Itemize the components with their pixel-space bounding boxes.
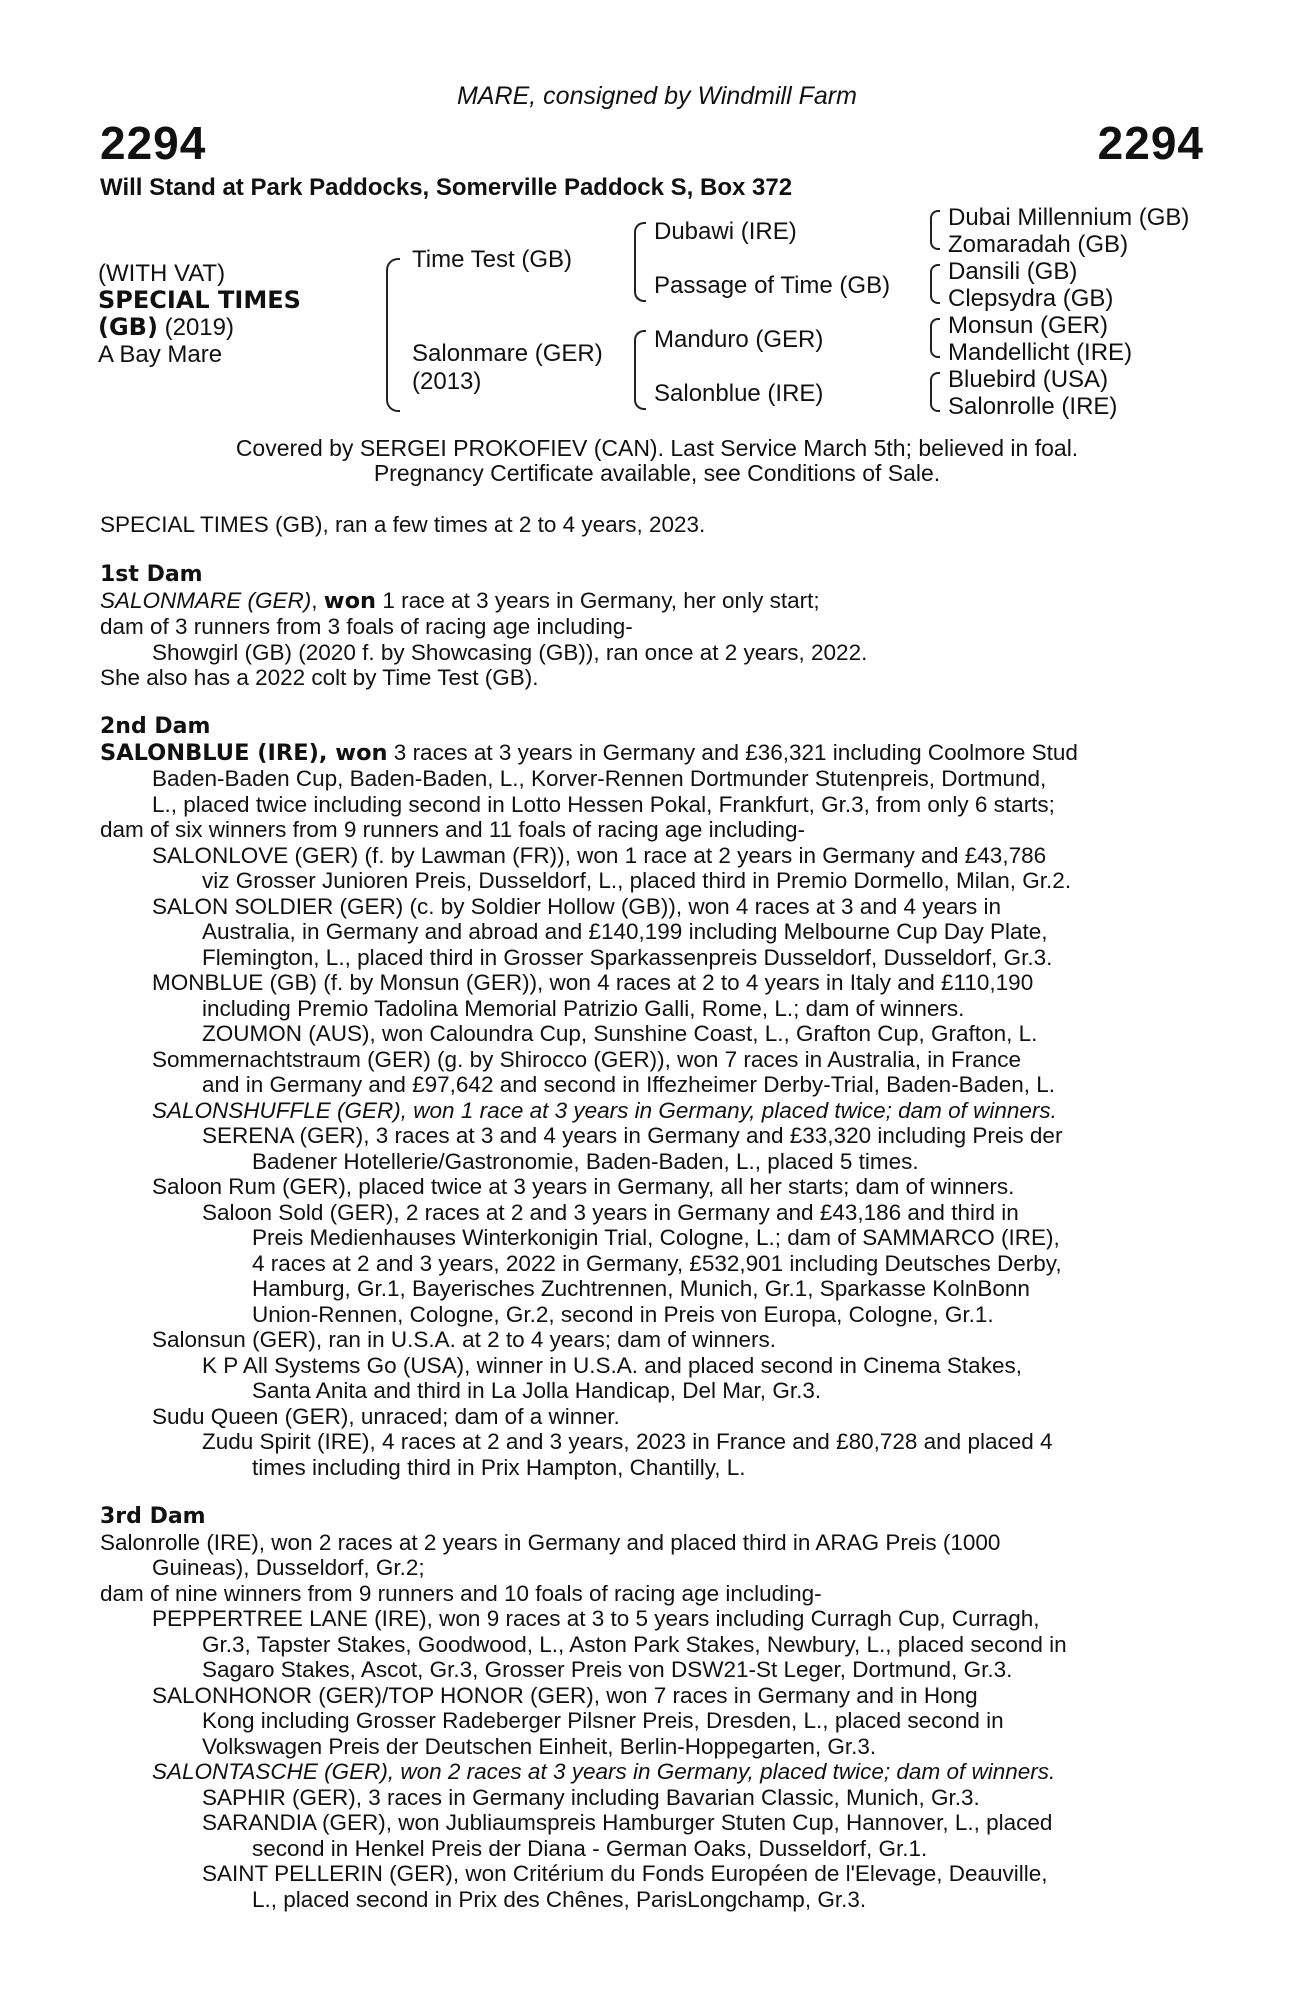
second-dam-section [100, 714, 1205, 1480]
second-dam-name: SALONBLUE (IRE), won [100, 739, 388, 766]
third-dam-line-5: Gr.3, Tapster Stakes, Goodwood, L., Aston Park Stakes, Newbury, L., placed second in [202, 1631, 1067, 1657]
second-dam-line-15: SERENA (GER), 3 races at 3 and 4 years in Germany and £33,320 including Preis der [202, 1123, 1063, 1148]
first-dam-won: won [323, 587, 377, 614]
second-dam-line-10: including Premio Tadolina Memorial Patrizio Galli, Rome, L.; dam of winners. [202, 995, 965, 1021]
first-dam-line-d: She also has a 2022 colt by Time Test (GB). [100, 665, 539, 690]
pedigree-brace-gen1 [386, 258, 400, 412]
pedigree-gen2-3: Manduro (GER) [654, 326, 824, 353]
second-dam-line-9: MONBLUE (GB) (f. by Monsun (GER)), won 4 races at 2 to 4 years in Italy and £110,190 [152, 970, 1034, 995]
first-dam-record: 1 race at 3 years in Germany, her only start; [376, 587, 820, 613]
second-dam-line-11: ZOUMON (AUS), won Caloundra Cup, Sunshine Coast, L., Grafton Cup, Grafton, L. [202, 1021, 1038, 1046]
pedigree-brace-sire [634, 222, 646, 302]
vat-label: (WITH VAT) [98, 260, 226, 287]
second-dam-line-14: SALONSHUFFLE (GER), won 1 race at 3 years in Germany, placed twice; dam of winners. [152, 1097, 1057, 1123]
second-dam-line-19: Preis Medienhauses Winterkonigin Trial, Cologne, L.; dam of SAMMARCO (IRE), [252, 1225, 1060, 1250]
second-dam-line-2: Baden-Baden Cup, Baden-Baden, L., Korver-Rennen Dortmunder Stutenpreis, Dortmund, [152, 766, 1047, 791]
pedigree-gen3-5: Monsun (GER) [948, 312, 1109, 339]
second-dam-line-8: Flemington, L., placed third in Grosser Sparkassenpreis Dusseldorf, Dusseldorf, Gr.3. [202, 944, 1053, 970]
pedigree-brace-g3-2 [930, 264, 940, 304]
second-dam-heading: 2nd Dam [100, 714, 211, 739]
covered-line-1: Covered by SERGEI PROKOFIEV (CAN). Last Service March 5th; believed in foal. [235, 435, 1079, 461]
third-dam-line-11: SAPHIR (GER), 3 races in Germany including Bavarian Classic, Munich, Gr.3. [202, 1784, 980, 1810]
pedigree-dam-year: (2013) [412, 368, 482, 395]
third-dam-line-10: SALONTASCHE (GER), won 2 races at 3 years in Germany, placed twice; dam of winners. [152, 1759, 1056, 1784]
second-dam-line-16: Badener Hotellerie/Gastronomie, Baden-Baden, L., placed 5 times. [252, 1148, 919, 1174]
pedigree-dam: Salonmare (GER) [412, 340, 603, 367]
second-dam-line-27: Zudu Spirit (IRE), 4 races at 2 and 3 years, 2023 in France and £80,728 and placed 4 [202, 1429, 1053, 1454]
first-dam-name: SALONMARE (GER) [100, 587, 312, 613]
pedigree-gen2-2: Passage of Time (GB) [654, 272, 891, 299]
covered-line-2: Pregnancy Certificate available, see Conditions of Sale. [373, 460, 941, 486]
horse-name: SPECIAL TIMES [98, 286, 301, 314]
first-dam-section [100, 562, 1205, 691]
horse-origin-year [98, 314, 234, 341]
second-dam-line-22: Union-Rennen, Cologne, Gr.2, second in Preis von Europa, Cologne, Gr.1. [252, 1301, 994, 1327]
pedigree-gen3-3: Dansili (GB) [948, 258, 1078, 285]
third-dam-line-3: dam of nine winners from 9 runners and 10 foals of racing age including- [100, 1580, 822, 1606]
second-dam-line-23: Salonsun (GER), ran in U.S.A. at 2 to 4 years; dam of winners. [152, 1327, 777, 1352]
second-dam-line-4: SALONLOVE (GER) (f. by Lawman (FR)), won 1 race at 2 years in Germany and £43,786 [152, 842, 1047, 868]
first-dam-line-a: SALONMARE (GER), won 1 race at 3 years in Germany, her only start; [100, 587, 820, 614]
first-dam-heading: 1st Dam [100, 562, 203, 587]
second-dam-line-7: Australia, in Germany and abroad and £140,199 including Melbourne Cup Day Plate, [202, 919, 1048, 944]
second-dam-line-26: Sudu Queen (GER), unraced; dam of a winner. [152, 1403, 620, 1429]
second-dam-line-6: SALON SOLDIER (GER) (c. by Soldier Hollow (GB)), won 4 races at 3 and 4 years in [152, 893, 1002, 919]
third-dam-line-14: SAINT PELLERIN (GER), won Critérium du Fonds Européen de l'Elevage, Deauville, [202, 1861, 1048, 1886]
second-dam-line-24: K P All Systems Go (USA), winner in U.S.A. and placed second in Cinema Stakes, [202, 1352, 1022, 1378]
pedigree-gen2-4: Salonblue (IRE) [654, 380, 824, 407]
third-dam-section [100, 1504, 1205, 1912]
consignment-line: MARE, consigned by Windmill Farm [457, 82, 857, 110]
third-dam-line-6: Sagaro Stakes, Ascot, Gr.3, Grosser Preis von DSW21-St Leger, Dortmund, Gr.3. [202, 1657, 1013, 1682]
horse-year: (2019) [157, 314, 234, 341]
second-dam-line-18: Saloon Sold (GER), 2 races at 2 and 3 years in Germany and £43,186 and third in [202, 1199, 1019, 1225]
second-dam-line-21: Hamburg, Gr.1, Bayerisches Zuchtrennen, Munich, Gr.1, Sparkasse KolnBonn [252, 1276, 1030, 1301]
first-dam-line-c: Showgirl (GB) (2020 f. by Showcasing (GB)), ran once at 2 years, 2022. [152, 639, 868, 665]
second-dam-line-5: viz Grosser Junioren Preis, Dusseldorf, L., placed third in Premio Dormello, Milan, Gr.2. [202, 868, 1072, 893]
pedigree-brace-g3-4 [930, 372, 940, 412]
third-dam-line-1: Salonrolle (IRE), won 2 races at 2 years in Germany and placed third in ARAG Preis (1000 [100, 1529, 1001, 1555]
third-dam-line-4: PEPPERTREE LANE (IRE), won 9 races at 3 to 5 years including Curragh Cup, Curragh, [152, 1606, 1040, 1631]
lot-number-right: 2294 [1097, 117, 1204, 169]
first-dam-line-b: dam of 3 runners from 3 foals of racing age including- [100, 614, 633, 639]
pedigree-gen3-4: Clepsydra (GB) [948, 285, 1114, 312]
third-dam-line-9: Volkswagen Preis der Deutschen Einheit, Berlin-Hoppegarten, Gr.3. [202, 1733, 877, 1759]
third-dam-line-12: SARANDIA (GER), won Jubliaumspreis Hamburger Stuten Cup, Hannover, L., placed [202, 1810, 1053, 1835]
horse-description: A Bay Mare [98, 341, 223, 368]
lot-number-left: 2294 [100, 117, 207, 169]
third-dam-line-2: Guineas), Dusseldorf, Gr.2; [152, 1555, 425, 1580]
pedigree-gen3-7: Bluebird (USA) [948, 366, 1109, 393]
second-dam-line-12: Sommernachtstraum (GER) (g. by Shirocco (GER)), won 7 races in Australia, in France [152, 1046, 1022, 1072]
second-dam-line-25: Santa Anita and third in La Jolla Handicap, Del Mar, Gr.3. [252, 1378, 822, 1403]
second-dam-produce: dam of six winners from 9 runners and 11 foals of racing age including- [100, 817, 805, 842]
horse-origin: (GB) [98, 313, 158, 341]
second-dam-line-28: times including third in Prix Hampton, Chantilly, L. [252, 1454, 746, 1480]
third-dam-line-7: SALONHONOR (GER)/TOP HONOR (GER), won 7 races in Germany and in Hong [152, 1682, 978, 1708]
pedigree-gen3-2: Zomaradah (GB) [948, 231, 1129, 258]
second-dam-line-13: and in Germany and £97,642 and second in Iffezheimer Derby-Trial, Baden-Baden, L. [202, 1072, 1056, 1097]
pedigree-gen2-1: Dubawi (IRE) [654, 218, 797, 245]
pedigree-sire: Time Test (GB) [412, 246, 573, 273]
second-dam-record: 3 races at 3 years in Germany and £36,321 including Coolmore Stud [387, 739, 1078, 765]
pedigree-brace-dam [634, 330, 646, 410]
stand-location: Will Stand at Park Paddocks, Somerville Paddock S, Box 372 [100, 174, 793, 201]
second-dam-line-3: L., placed twice including second in Lotto Hessen Pokal, Frankfurt, Gr.3, from only 6 starts; [152, 791, 1055, 817]
pedigree-gen3-1: Dubai Millennium (GB) [948, 204, 1190, 231]
pedigree-brace-g3-1 [930, 210, 940, 250]
second-dam-line-17: Saloon Rum (GER), placed twice at 3 years in Germany, all her starts; dam of winners. [152, 1174, 1015, 1199]
second-dam-line-1 [100, 740, 1205, 767]
intro-text [100, 512, 1205, 538]
third-dam-heading: 3rd Dam [100, 1504, 206, 1529]
pedigree-gen3-8: Salonrolle (IRE) [948, 393, 1118, 420]
second-dam-line-20: 4 races at 2 and 3 years, 2022 in Germany, £532,901 including Deutsches Derby, [252, 1250, 1062, 1276]
pedigree-brace-g3-3 [930, 318, 940, 358]
intro-line: SPECIAL TIMES (GB), ran a few times at 2 to 4 years, 2023. [100, 512, 706, 537]
pedigree-gen3-6: Mandellicht (IRE) [948, 339, 1133, 366]
third-dam-line-8: Kong including Grosser Radeberger Pilsner Preis, Dresden, L., placed second in [202, 1708, 1004, 1733]
third-dam-line-15: L., placed second in Prix des Chênes, ParisLongchamp, Gr.3. [252, 1886, 867, 1912]
third-dam-line-13: second in Henkel Preis der Diana - German Oaks, Dusseldorf, Gr.1. [252, 1835, 928, 1861]
